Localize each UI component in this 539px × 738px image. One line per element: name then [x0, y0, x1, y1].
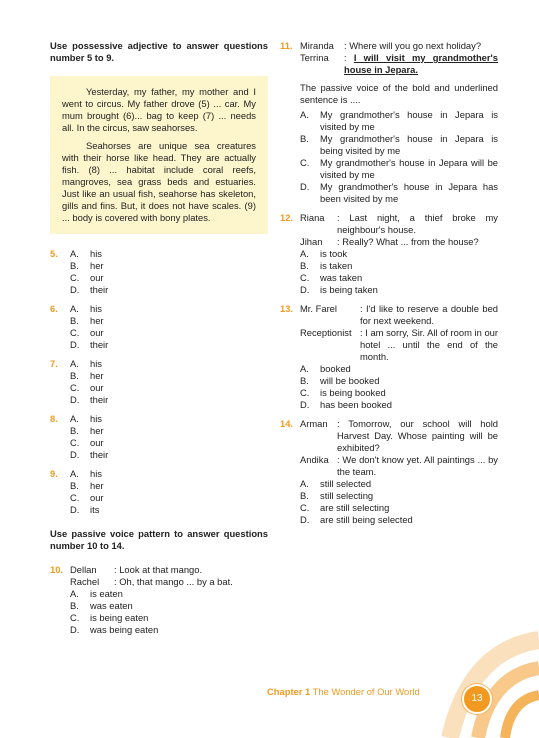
underlined-sentence: I will visit my grandmother's house in Jepara. — [344, 52, 498, 75]
question-14 — [280, 418, 498, 526]
option-letter: D. — [70, 284, 80, 295]
option-text: her — [90, 260, 104, 271]
options — [300, 109, 498, 205]
chapter-label: Chapter 1 — [267, 686, 311, 697]
speech: : Look at that mango. — [114, 564, 203, 575]
option-letter: A. — [70, 248, 79, 259]
option-text: has been booked — [320, 399, 392, 410]
option-letter: A. — [70, 358, 79, 369]
option-letter: A. — [300, 478, 309, 489]
question-number: 10. — [50, 564, 64, 575]
option-text: My grandmother's house in Jepara has been visited by me — [320, 181, 498, 204]
speaker: Riana — [300, 212, 325, 223]
question — [280, 212, 498, 296]
answer-option[interactable] — [70, 260, 268, 272]
option-text: her — [90, 425, 104, 436]
answer-option[interactable] — [300, 387, 498, 399]
option-text: their — [90, 449, 109, 460]
answer-option[interactable] — [70, 284, 268, 296]
option-letter: C. — [70, 327, 80, 338]
option-letter: C. — [70, 382, 80, 393]
option-letter: B. — [300, 260, 309, 271]
option-text: will be booked — [320, 375, 380, 386]
option-text: is took — [320, 248, 348, 259]
option-letter: B. — [70, 370, 79, 381]
option-letter: D. — [300, 514, 310, 525]
option-text: My grandmother's house in Jepara is visited by me — [320, 109, 498, 132]
option-text: booked — [320, 363, 351, 374]
option-text: our — [90, 492, 104, 503]
option-letter: C. — [300, 502, 310, 513]
answer-option[interactable] — [300, 375, 498, 387]
option-letter: D. — [70, 339, 80, 350]
dialog-line — [70, 564, 268, 576]
dialog-line — [300, 212, 498, 236]
answer-option[interactable] — [70, 588, 268, 600]
question-number: 6. — [50, 303, 58, 314]
instruction-passive: Use passive voice pattern to answer questions number 10 to 14. — [50, 528, 268, 551]
answer-option[interactable] — [70, 272, 268, 284]
answer-option[interactable] — [70, 315, 268, 327]
option-text: was eaten — [90, 600, 133, 611]
answer-option[interactable] — [70, 480, 268, 492]
answer-option[interactable] — [300, 399, 498, 411]
option-letter: A. — [70, 303, 79, 314]
question-number: 9. — [50, 468, 58, 479]
speech: : Tomorrow, our school will hold Harvest Day. Whose painting will be exhibited? — [337, 418, 498, 453]
option-letter: C. — [70, 272, 80, 283]
answer-option[interactable] — [70, 612, 268, 624]
option-letter: C. — [300, 157, 310, 168]
option-text: her — [90, 480, 104, 491]
option-text: his — [90, 248, 102, 259]
dialog-line — [300, 454, 498, 478]
option-text: our — [90, 272, 104, 283]
answer-option[interactable] — [70, 248, 268, 260]
speaker: Jihan — [300, 236, 323, 247]
option-letter: A. — [70, 413, 79, 424]
option-text: is taken — [320, 260, 353, 271]
question — [50, 248, 268, 296]
option-text: his — [90, 468, 102, 479]
option-letter: A. — [300, 248, 309, 259]
option-text: our — [90, 437, 104, 448]
option-letter: B. — [300, 375, 309, 386]
footer-chapter — [267, 686, 420, 698]
question-number: 7. — [50, 358, 58, 369]
option-letter: B. — [70, 425, 79, 436]
question — [50, 564, 268, 636]
answer-option[interactable] — [70, 425, 268, 437]
option-letter: C. — [70, 612, 80, 623]
option-text: his — [90, 303, 102, 314]
question-number: 5. — [50, 248, 58, 259]
speaker: Andika — [300, 454, 329, 465]
instruction-possessive: Use possessive adjective to answer questions number 5 to 9. — [50, 40, 268, 63]
option-letter: C. — [300, 387, 310, 398]
page-number: 13 — [462, 684, 492, 714]
answer-option[interactable] — [300, 181, 498, 205]
option-letter: B. — [300, 490, 309, 501]
speaker: Receptionist — [300, 327, 352, 338]
questions-5-9 — [50, 248, 268, 516]
question-number: 12. — [280, 212, 294, 223]
reading-passage — [50, 76, 268, 234]
passage-paragraph-2: Seahorses are unique sea creatures with their horse like head. They are actually fish. (8) ... habitat include coral reefs, mangroves, sea grass beds and estuaries. Just like an usual fish, seahorse has skeleton, gills and fins. But, it does not have scales. (9) ... body is covered with bony plates. — [62, 140, 256, 223]
speaker: Mr. Farel — [300, 303, 337, 314]
question — [50, 303, 268, 351]
question — [50, 358, 268, 406]
answer-option[interactable] — [70, 339, 268, 351]
option-text: their — [90, 394, 109, 405]
question-number: 8. — [50, 413, 58, 424]
option-text: is being booked — [320, 387, 386, 398]
answer-option[interactable] — [70, 382, 268, 394]
answer-option[interactable] — [300, 157, 498, 181]
answer-option[interactable] — [300, 109, 498, 133]
option-text: still selected — [320, 478, 372, 489]
dialog-line — [300, 236, 498, 248]
option-text: our — [90, 382, 104, 393]
question-13 — [280, 303, 498, 411]
answer-option[interactable] — [70, 303, 268, 315]
option-letter: C. — [70, 492, 80, 503]
answer-option[interactable] — [300, 248, 498, 260]
dialog-line — [70, 576, 268, 588]
option-letter: D. — [70, 394, 80, 405]
question-10 — [50, 564, 268, 636]
speech: : Really? What ... from the house? — [337, 236, 479, 247]
answer-option[interactable] — [70, 449, 268, 461]
speech: : We don't know yet. All paintings ... by the team. — [337, 454, 498, 477]
option-letter: B. — [70, 480, 79, 491]
answer-option[interactable] — [300, 284, 498, 296]
option-letter: A. — [300, 363, 309, 374]
option-text: our — [90, 327, 104, 338]
question-number: 11. — [280, 40, 293, 51]
option-text: is being eaten — [90, 612, 149, 623]
question — [50, 468, 268, 516]
speech: : Oh, that mango ... by a bat. — [114, 576, 233, 587]
option-text: is eaten — [90, 588, 123, 599]
speaker: Arman — [300, 418, 328, 429]
option-letter: A. — [300, 109, 309, 120]
option-text: are still being selected — [320, 514, 413, 525]
option-letter: B. — [70, 315, 79, 326]
option-letter: D. — [300, 399, 310, 410]
question-number: 14. — [280, 418, 294, 429]
answer-option[interactable] — [70, 624, 268, 636]
option-text: My grandmother's house in Jepara is being visited by me — [320, 133, 498, 156]
speech: : Where will you go next holiday? — [344, 40, 482, 51]
answer-option[interactable] — [300, 272, 498, 284]
question-stem: The passive voice of the bold and underlined sentence is .... — [300, 82, 498, 105]
option-text: their — [90, 284, 109, 295]
answer-option[interactable] — [70, 437, 268, 449]
question-number: 13. — [280, 303, 294, 314]
dialog-line — [300, 40, 498, 52]
option-text: their — [90, 339, 109, 350]
passage-paragraph-1: Yesterday, my father, my mother and I went to circus. My father drove (5) ... car. My mum brought (6)... bag to keep (7) ... needs all. In the circus, saw seahorses. — [62, 86, 256, 133]
chapter-title: The Wonder of Our World — [312, 686, 420, 697]
speech: : I am sorry, Sir. All of room in our hotel ... until the end of the month. — [360, 327, 498, 362]
answer-option[interactable] — [300, 260, 498, 272]
option-letter: C. — [300, 272, 310, 283]
left-column — [50, 40, 268, 643]
answer-option[interactable] — [70, 370, 268, 382]
answer-option[interactable] — [300, 133, 498, 157]
question — [50, 413, 268, 461]
question — [280, 418, 498, 526]
speech: : I'd like to reserve a double bed for next weekend. — [360, 303, 498, 326]
option-text: are still selecting — [320, 502, 390, 513]
option-text: is being taken — [320, 284, 378, 295]
option-text: still selecting — [320, 490, 374, 501]
dialog-line — [300, 303, 498, 327]
option-text: his — [90, 358, 102, 369]
answer-option[interactable] — [70, 327, 268, 339]
option-text: My grandmother's house in Jepara will be visited by me — [320, 157, 498, 180]
option-letter: D. — [70, 504, 80, 515]
option-letter: B. — [300, 133, 309, 144]
question — [280, 303, 498, 411]
right-column — [280, 40, 498, 533]
answer-option[interactable] — [70, 413, 268, 425]
answer-option[interactable] — [70, 394, 268, 406]
speaker: Rachel — [70, 576, 100, 587]
answer-option[interactable] — [70, 504, 268, 516]
option-text: its — [90, 504, 100, 515]
option-letter: D. — [70, 449, 80, 460]
dialog-line — [300, 52, 498, 76]
answer-option[interactable] — [70, 468, 268, 480]
question-12 — [280, 212, 498, 296]
speech — [344, 52, 498, 76]
option-letter: A. — [70, 588, 79, 599]
option-letter: A. — [70, 468, 79, 479]
option-letter: B. — [70, 600, 79, 611]
speaker: Terrina — [300, 52, 329, 63]
answer-option[interactable] — [300, 502, 498, 514]
option-letter: C. — [70, 437, 80, 448]
answer-option[interactable] — [300, 363, 498, 375]
option-text: her — [90, 370, 104, 381]
speaker: Miranda — [300, 40, 334, 51]
answer-option[interactable] — [300, 514, 498, 526]
option-text: her — [90, 315, 104, 326]
question-11 — [280, 40, 498, 205]
option-text: was being eaten — [90, 624, 159, 635]
colon: : — [344, 52, 354, 63]
answer-option[interactable] — [300, 478, 498, 490]
option-text: was taken — [320, 272, 363, 283]
dialog-line — [300, 327, 498, 363]
answer-option[interactable] — [300, 490, 498, 502]
option-letter: D. — [300, 181, 310, 192]
answer-option[interactable] — [70, 358, 268, 370]
option-letter: B. — [70, 260, 79, 271]
answer-option[interactable] — [70, 600, 268, 612]
option-letter: D. — [300, 284, 310, 295]
answer-option[interactable] — [70, 492, 268, 504]
dialog-line — [300, 418, 498, 454]
option-text: his — [90, 413, 102, 424]
speech: : Last night, a thief broke my neighbour's house. — [337, 212, 498, 235]
speaker: Dellan — [70, 564, 97, 575]
option-letter: D. — [70, 624, 80, 635]
